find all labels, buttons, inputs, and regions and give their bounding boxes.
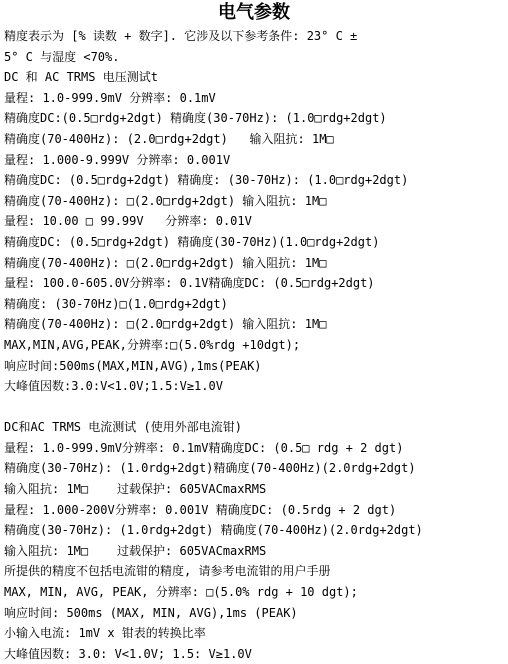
text-line: 响应时间:500ms(MAX,MIN,AVG),1ms(PEAK)	[4, 358, 262, 373]
spec-text-block	[4, 26, 508, 664]
text-line: 输入阻抗: 1M□ 过载保护: 605VACmaxRMS	[4, 543, 267, 558]
text-line: 精确度(70-400Hz): □(2.0□rdg+2dgt) 输入阻抗: 1M□	[4, 317, 327, 332]
text-line: 量程: 1.000-9.999V 分辨率: 0.001V	[4, 152, 231, 167]
text-line: 5° C 与湿度 <70%.	[4, 49, 120, 64]
text-line: 精度表示为 [% 读数 + 数字]. 它涉及以下参考条件: 23° C ±	[4, 29, 358, 43]
text-line: 精确度(30-70Hz): (1.0rdg+2dgt)精确度(70-400Hz)(2.0rdg+2dgt)	[4, 461, 416, 476]
text-line: 精确度(70-400Hz): □(2.0□rdg+2dgt) 输入阻抗: 1M□	[4, 255, 327, 270]
text-line: 精确度DC:(0.5□rdg+2dgt) 精确度(30-70Hz): (1.0□rdg+2dgt)	[4, 111, 387, 126]
text-line: 精确度(70-400Hz): □(2.0□rdg+2dgt) 输入阻抗: 1M□	[4, 193, 327, 208]
text-line: 大峰值因数:3.0:V<1.0V;1.5:V≥1.0V	[4, 379, 223, 394]
text-line: 量程: 10.00 □ 99.99V 分辨率: 0.01V	[4, 214, 252, 229]
text-line: 输入阻抗: 1M□ 过载保护: 605VACmaxRMS	[4, 482, 267, 497]
text-line: MAX,MIN,AVG,PEAK,分辨率:□(5.0%rdg +10dgt);	[4, 337, 301, 352]
text-line: 所提供的精度不包括电流钳的精度, 请参考电流钳的用户手册	[4, 564, 331, 579]
text-line: 小输入电流: 1mV x 钳表的转换比率	[4, 626, 206, 641]
text-line: 精确度DC: (0.5□rdg+2dgt) 精确度(30-70Hz)(1.0□rdg+2dgt)	[4, 234, 380, 249]
text-line: 精确度(70-400Hz): (2.0□rdg+2dgt) 输入阻抗: 1M□	[4, 131, 334, 146]
section-heading-voltage: DC 和 AC TRMS 电压测试t	[4, 70, 158, 85]
blank-line	[4, 397, 508, 418]
text-line: 量程: 100.0-605.0V分辨率: 0.1V精确度DC: (0.5□rdg+2dgt)	[4, 276, 375, 291]
text-line: 精确度(30-70Hz): (1.0rdg+2dgt) 精确度(70-400Hz)(2.0rdg+2dgt)	[4, 523, 423, 538]
text-line: 精确度: (30-70Hz)□(1.0□rdg+2dgt)	[4, 296, 228, 311]
section-heading-current: DC和AC TRMS 电流测试 (使用外部电流钳)	[4, 420, 242, 435]
text-line: MAX, MIN, AVG, PEAK, 分辨率: □(5.0% rdg + 10 dgt);	[4, 585, 358, 600]
page-title: 电气参数	[218, 2, 290, 23]
text-line: 精确度DC: (0.5□rdg+2dgt) 精确度: (30-70Hz): (1.0□rdg+2dgt)	[4, 173, 409, 188]
text-line: 响应时间: 500ms (MAX, MIN, AVG),1ms (PEAK)	[4, 605, 298, 620]
text-line: 量程: 1.0-999.9mV分辨率: 0.1mV精确度DC: (0.5□ rdg + 2 dgt)	[4, 440, 404, 455]
text-line: 大峰值因数: 3.0: V<1.0V; 1.5: V≥1.0V	[4, 646, 252, 661]
text-line: 量程: 1.0-999.9mV 分辨率: 0.1mV	[4, 90, 216, 105]
text-line: 量程: 1.000-200V分辨率: 0.001V 精确度DC: (0.5rdg + 2 dgt)	[4, 502, 397, 517]
